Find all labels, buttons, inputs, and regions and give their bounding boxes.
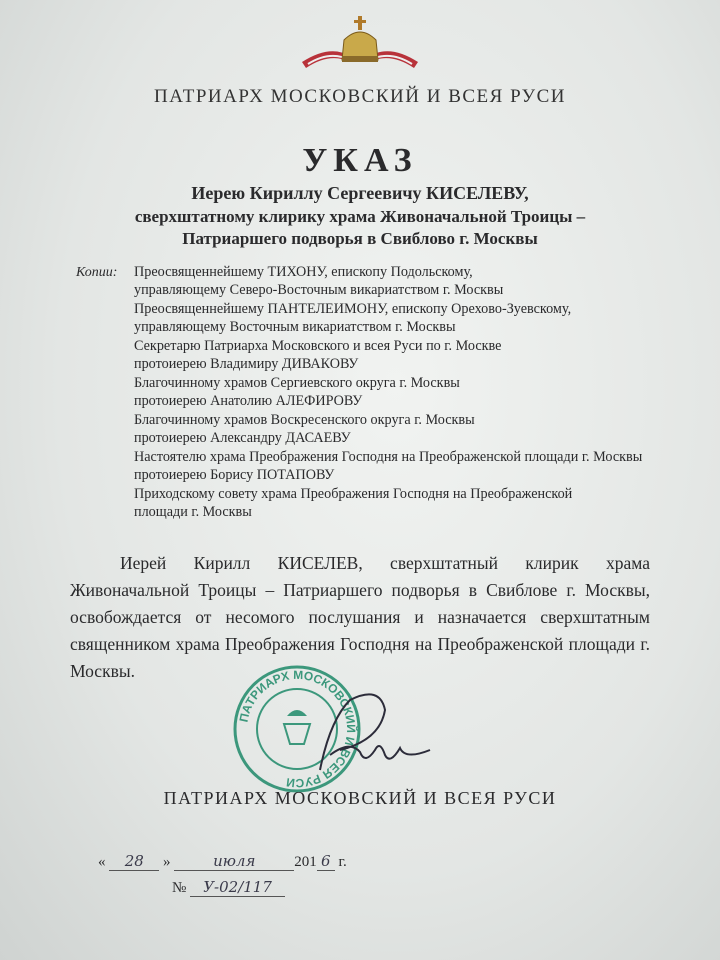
date-year-prefix: 201 [294,854,317,870]
year-abbrev: г. [338,854,347,870]
decree-number [172,878,285,897]
copy-recipient [134,337,674,373]
patriarch-emblem-icon [300,14,420,72]
copy-line: площади г. Москвы [134,504,252,520]
copies-list [134,263,674,522]
number-label: № [172,880,187,896]
number-value: У-02/117 [190,878,285,897]
document-title: УКАЗ [302,142,418,179]
copy-line: управляющему Северо-Восточным викариатством г. Москвы [134,282,504,298]
copy-line: Благочинному храмов Сергиевского округа г. Москвы [134,375,460,391]
header-org: ПАТРИАРХ МОСКОВСКИЙ И ВСЕЯ РУСИ [153,86,567,107]
addressee-line: Патриаршего подворья в Свиблово г. Москвы [182,229,538,248]
decree-date [98,852,347,871]
copy-recipient [134,411,674,447]
copy-line: Приходскому совету храма Преображения Господня на Преображенской [134,486,573,502]
footer-org: ПАТРИАРХ МОСКОВСКИЙ И ВСЕЯ РУСИ [163,788,557,808]
signature [290,680,440,780]
svg-text:ПАТРИАРХ МОСКОВСКИЙ И ВСЕЯ РУС: ПАТРИАРХ МОСКОВСКИЙ И ВСЕЯ РУСИ [236,667,359,791]
copies-label: Копии: [76,265,118,280]
date-month: июля [174,852,294,871]
addressee-line: Иерею Кириллу Сергеевичу КИСЕЛЕВУ, [191,183,529,203]
copy-line: протоиерею Александру ДАСАЕВУ [134,430,351,446]
copy-line: Секретарю Патриарха Московского и всея Руси по г. Москве [134,338,502,354]
copy-line: Преосвященнейшему ПАНТЕЛЕИМОНУ, епископу Орехово-Зуевскому, [134,301,572,317]
copy-recipient [134,300,674,336]
copy-line: Преосвященнейшему ТИХОНУ, епископу Подольскому, [134,264,473,280]
copy-line: управляющему Восточным викариатством г. Москвы [134,319,456,335]
date-day: 28 [109,852,159,871]
quote-open: « [98,854,106,870]
copy-line: Благочинному храмов Воскресенского округа г. Москвы [134,412,475,428]
copy-line: Настоятелю храма Преображения Господня на Преображенской площади г. Москвы [134,449,643,465]
quote-close: » [163,854,171,870]
copy-line: протоиерею Борису ПОТАПОВУ [134,467,335,483]
copy-recipient [134,485,674,521]
decree-body: Иерей Кирилл КИСЕЛЕВ, сверхштатный клирик храма Живоначальной Троицы – Патриаршего подворья в Свиблове г. Москвы, освобождается от несомого послушания и назначается сверхштатным священником храма Преображения Господня на Преображенской площади г. Москвы. [70,553,650,681]
date-year-suffix: 6 [317,852,335,871]
copy-recipient [134,263,674,299]
copy-recipient [134,374,674,410]
copy-recipient [134,448,674,484]
copy-line: протоиерею Анатолию АЛЕФИРОВУ [134,393,363,409]
copy-line: протоиерею Владимиру ДИВАКОВУ [134,356,359,372]
addressee-line: сверхштатному клирику храма Живоначальной Троицы – [134,207,586,226]
